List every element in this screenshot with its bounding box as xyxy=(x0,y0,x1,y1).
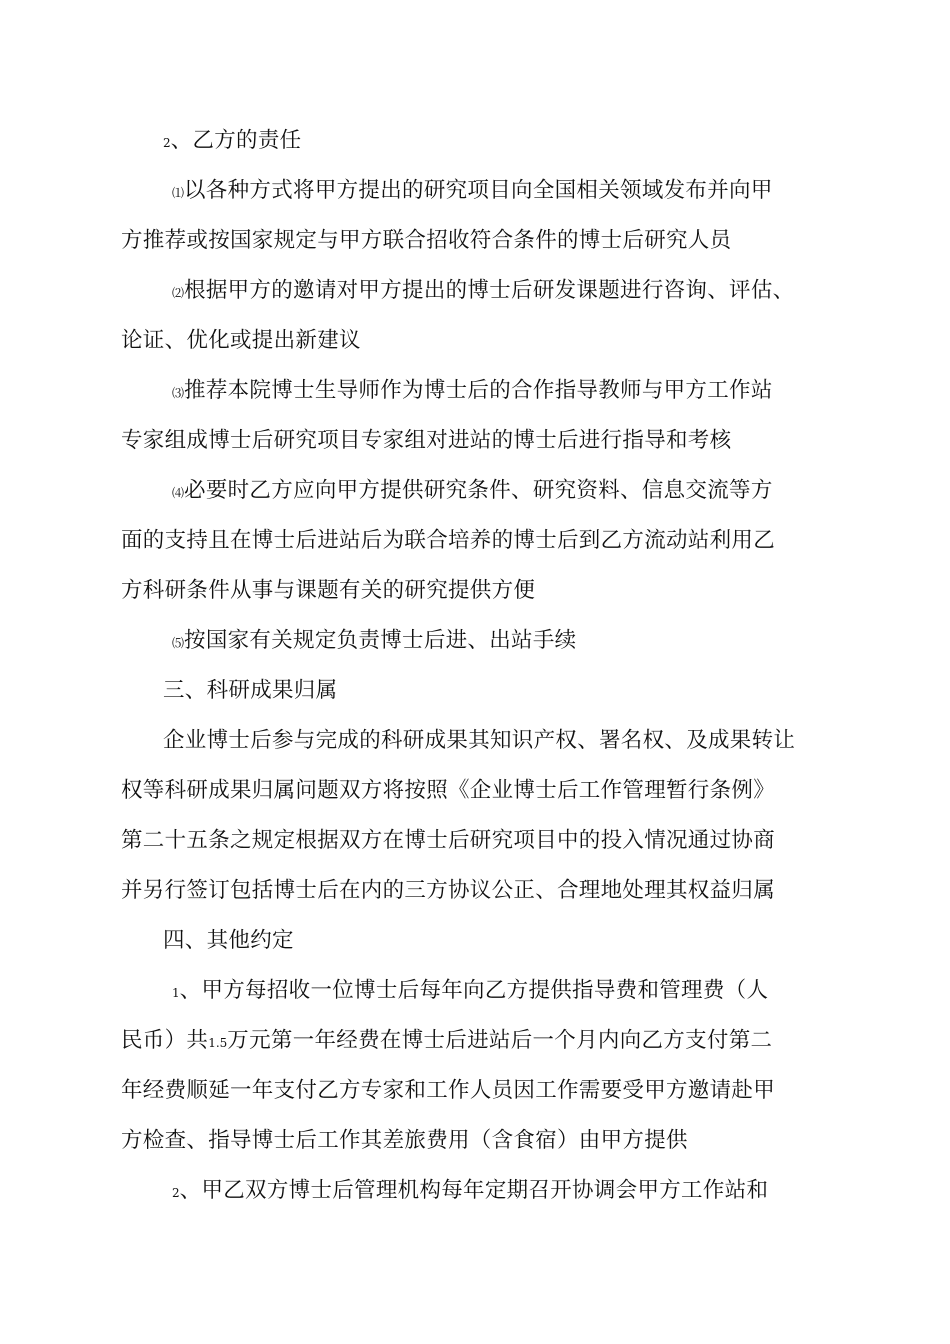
clause-1-line-1 xyxy=(172,976,768,1008)
clause-1-text-2-post: 万元第一年经费在博士后进站后一个月内向乙方支付第二 xyxy=(227,1028,773,1053)
item-2-number: ⑵ xyxy=(172,286,185,300)
section-3-para-line-2: 权等科研成果归属问题双方将按照《企业博士后工作管理暂行条例》 xyxy=(121,778,776,803)
clause-1-text-2-pre: 民币）共 xyxy=(121,1028,209,1053)
clause-2-text-1: 、甲乙双方博士后管理机构每年定期召开协调会甲方工作站和 xyxy=(179,1178,769,1203)
clause-1-number: 1 xyxy=(172,986,180,1000)
section-2-heading xyxy=(163,126,301,158)
item-3-text-1: 推荐本院博士生导师作为博士后的合作指导教师与甲方工作站 xyxy=(184,378,773,403)
item-1-text-1: 以各种方式将甲方提出的研究项目向全国相关领域发布并向甲 xyxy=(184,178,773,203)
section-3-para-line-1: 企业博士后参与完成的科研成果其知识产权、署名权、及成果转让 xyxy=(163,728,796,753)
item-4-number: ⑷ xyxy=(172,486,185,500)
item-2-line-1 xyxy=(172,276,794,308)
item-5-line-1 xyxy=(172,626,576,658)
item-5-text-1: 按国家有关规定负责博士后进、出站手续 xyxy=(184,628,577,653)
section-3-heading: 三、科研成果归属 xyxy=(163,678,338,703)
item-4-line-2: 面的支持且在博士后进站后为联合培养的博士后到乙方流动站利用乙 xyxy=(121,528,776,553)
clause-2-line-1 xyxy=(172,1176,768,1208)
clause-2-number: 2 xyxy=(172,1186,180,1200)
clause-1-line-4: 方检查、指导博士后工作其差旅费用（含食宿）由甲方提供 xyxy=(121,1128,688,1153)
item-4-line-3: 方科研条件从事与课题有关的研究提供方便 xyxy=(121,578,536,603)
item-5-number: ⑸ xyxy=(172,636,185,650)
item-1-number: ⑴ xyxy=(172,186,185,200)
section-2-title: 、乙方的责任 xyxy=(170,128,302,153)
section-4-heading: 四、其他约定 xyxy=(163,928,294,953)
item-3-number: ⑶ xyxy=(172,386,185,400)
item-1-line-2: 方推荐或按国家规定与甲方联合招收符合条件的博士后研究人员 xyxy=(121,228,732,253)
clause-1-text-1: 、甲方每招收一位博士后每年向乙方提供指导费和管理费（人 xyxy=(179,978,769,1003)
clause-1-line-3: 年经费顺延一年支付乙方专家和工作人员因工作需要受甲方邀请赴甲 xyxy=(121,1078,776,1103)
item-3-line-2: 专家组成博士后研究项目专家组对进站的博士后进行指导和考核 xyxy=(121,428,732,453)
section-3-para-line-4: 并另行签订包括博士后在内的三方协议公正、合理地处理其权益归属 xyxy=(121,878,776,903)
item-1-line-1 xyxy=(172,176,773,208)
section-3-para-line-3: 第二十五条之规定根据双方在博士后研究项目中的投入情况通过协商 xyxy=(121,828,776,853)
clause-1-amount: 1.5 xyxy=(208,1036,228,1050)
section-2-number: 2 xyxy=(163,136,171,150)
clause-1-line-2 xyxy=(121,1026,772,1058)
item-3-line-1 xyxy=(172,376,773,408)
item-4-line-1 xyxy=(172,476,773,508)
item-2-text-1: 根据甲方的邀请对甲方提出的博士后研发课题进行咨询、评估、 xyxy=(184,278,795,303)
item-4-text-1: 必要时乙方应向甲方提供研究条件、研究资料、信息交流等方 xyxy=(184,478,773,503)
item-2-line-2: 论证、优化或提出新建议 xyxy=(121,328,361,353)
